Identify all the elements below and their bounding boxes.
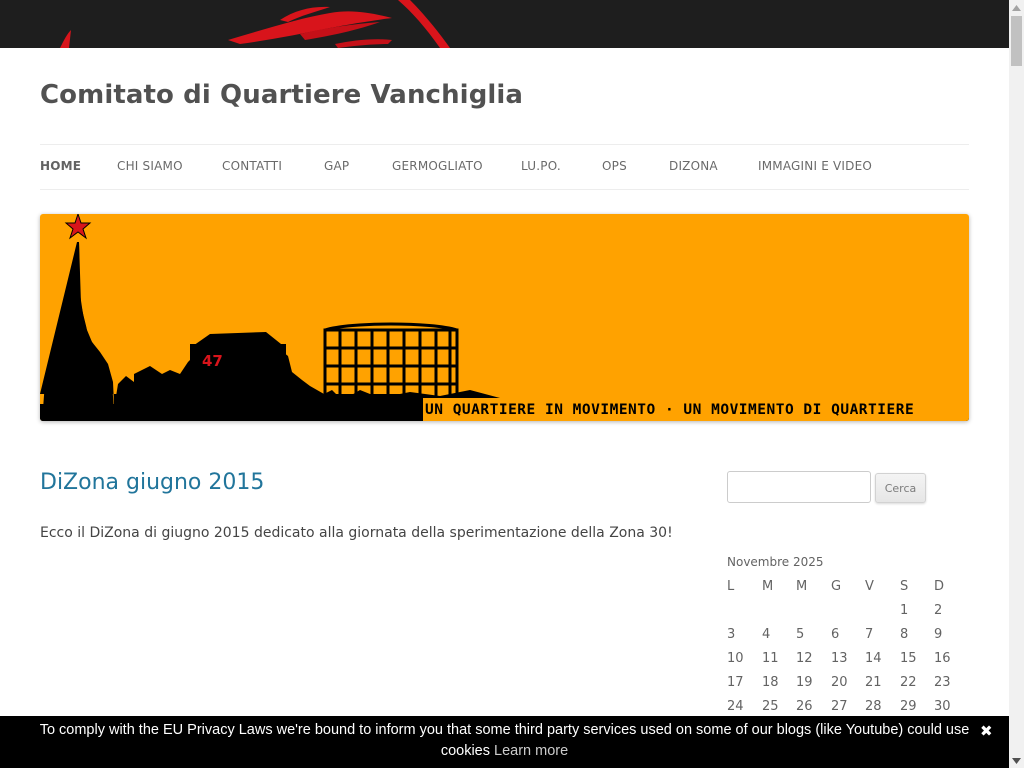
calendar-day: 25 bbox=[762, 699, 779, 714]
calendar-day: 22 bbox=[900, 675, 917, 690]
calendar-day: 19 bbox=[796, 675, 813, 690]
calendar-day: 4 bbox=[762, 627, 771, 642]
nav-item-lupo[interactable]: LU.PO. bbox=[521, 159, 561, 173]
calendar-day: 3 bbox=[727, 627, 736, 642]
nav-item-ops[interactable]: OPS bbox=[602, 159, 627, 173]
banner-tagline: UN QUARTIERE IN MOVIMENTO · UN MOVIMENTO DI QUARTIERE bbox=[425, 402, 915, 418]
calendar-day: 9 bbox=[934, 627, 943, 642]
calendar-day: 13 bbox=[831, 651, 848, 666]
header-banner-image[interactable] bbox=[40, 214, 969, 421]
calendar-day: 21 bbox=[865, 675, 882, 690]
learn-more-link[interactable]: Learn more bbox=[494, 743, 569, 759]
header-brush-graphic bbox=[0, 0, 1009, 48]
calendar-day: 24 bbox=[727, 699, 744, 714]
calendar-weekday-header: S bbox=[900, 579, 909, 594]
calendar-day: 12 bbox=[796, 651, 813, 666]
calendar-weekday-header: D bbox=[934, 579, 945, 594]
calendar-day: 29 bbox=[900, 699, 917, 714]
banner-badge-text: 47 bbox=[202, 352, 223, 370]
close-icon[interactable]: ✖ bbox=[980, 723, 993, 740]
calendar-caption: Novembre 2025 bbox=[727, 555, 824, 569]
nav-item-gap[interactable]: GAP bbox=[324, 159, 350, 173]
scrollbar-thumb[interactable] bbox=[1011, 16, 1022, 66]
nav-item-immagini-e-video[interactable]: IMMAGINI E VIDEO bbox=[758, 159, 873, 173]
calendar-day: 30 bbox=[934, 699, 951, 714]
calendar-day: 15 bbox=[900, 651, 917, 666]
calendar-weekday-header: V bbox=[865, 579, 874, 594]
calendar-day: 18 bbox=[762, 675, 779, 690]
search-input[interactable] bbox=[727, 471, 871, 503]
calendar-day: 28 bbox=[865, 699, 882, 714]
calendar-weekday-header: L bbox=[727, 579, 735, 594]
nav-item-contatti[interactable]: CONTATTI bbox=[222, 159, 283, 173]
calendar-day: 8 bbox=[900, 627, 909, 642]
calendar-day: 16 bbox=[934, 651, 951, 666]
calendar-day: 10 bbox=[727, 651, 744, 666]
cookie-notice-text-line2 bbox=[0, 741, 1009, 762]
page-content bbox=[0, 48, 1009, 768]
calendar-day: 27 bbox=[831, 699, 848, 714]
calendar-day: 2 bbox=[934, 603, 943, 618]
post-body-text: Ecco il DiZona di giugno 2015 dedicato alla giornata della sperimentazione della Zona 30! bbox=[40, 525, 673, 541]
calendar-day: 17 bbox=[727, 675, 744, 690]
vertical-scrollbar[interactable] bbox=[1009, 0, 1024, 768]
scroll-down-arrow-icon[interactable] bbox=[1009, 753, 1024, 768]
calendar-day: 26 bbox=[796, 699, 813, 714]
main-navigation bbox=[40, 144, 969, 190]
calendar-day: 20 bbox=[831, 675, 848, 690]
search-button[interactable]: Cerca bbox=[875, 473, 926, 503]
banner-skyline bbox=[40, 214, 969, 421]
post-title-link[interactable]: DiZona giugno 2015 bbox=[40, 470, 265, 495]
calendar-day: 1 bbox=[900, 603, 909, 618]
calendar-day: 6 bbox=[831, 627, 840, 642]
nav-item-germogliato[interactable]: GERMOGLIATO bbox=[392, 159, 483, 173]
top-header-bar bbox=[0, 0, 1009, 48]
site-title[interactable]: Comitato di Quartiere Vanchiglia bbox=[40, 80, 524, 110]
cookie-notice-text-line1: To comply with the EU Privacy Laws we're bound to inform you that some third party services used on some of our blogs (like Youtube) could use bbox=[39, 722, 970, 738]
scroll-up-arrow-icon[interactable] bbox=[1009, 0, 1024, 15]
calendar-weekday-header: M bbox=[762, 579, 774, 594]
nav-item-home[interactable]: HOME bbox=[40, 159, 82, 173]
calendar-day: 23 bbox=[934, 675, 951, 690]
calendar-day: 7 bbox=[865, 627, 874, 642]
calendar-weekday-header: M bbox=[796, 579, 808, 594]
nav-item-dizona[interactable]: DIZONA bbox=[669, 159, 718, 173]
nav-item-chi-siamo[interactable]: CHI SIAMO bbox=[117, 159, 183, 173]
calendar-weekday-header: G bbox=[831, 579, 842, 594]
calendar-day: 5 bbox=[796, 627, 805, 642]
calendar-day: 14 bbox=[865, 651, 882, 666]
cookie-notice-bar bbox=[0, 716, 1009, 768]
cookie-notice-cookies-word: cookies bbox=[440, 743, 490, 759]
calendar-day: 11 bbox=[762, 651, 779, 666]
